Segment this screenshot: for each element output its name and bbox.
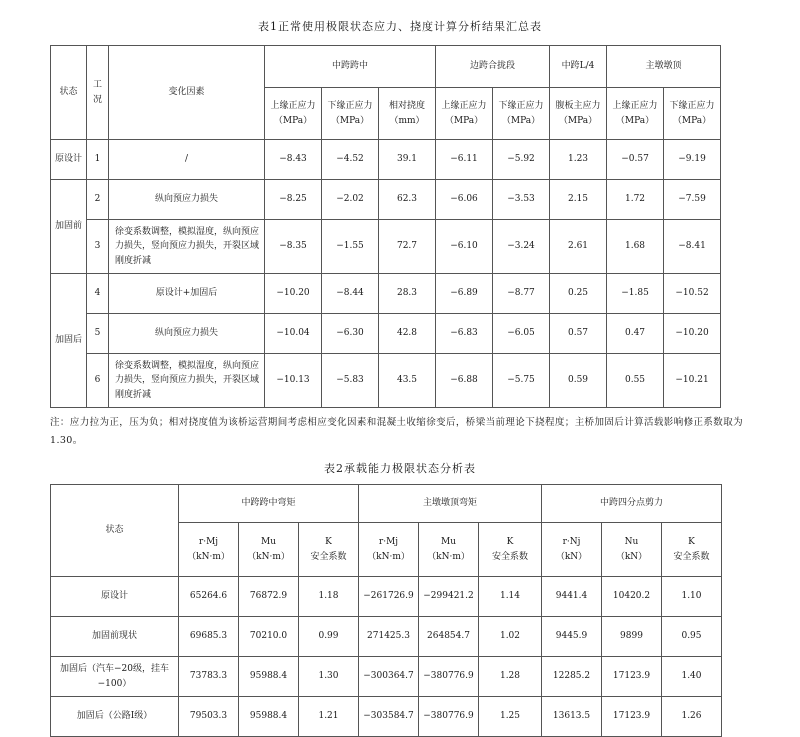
value-cell: 39.1 — [379, 140, 436, 180]
value-cell: 0.25 — [550, 274, 607, 314]
value-cell: −5.75 — [493, 354, 550, 408]
group-header: 主墩墩顶弯矩 — [359, 485, 542, 523]
value-cell: −1.55 — [322, 220, 379, 274]
state-cell: 加固后（公路Ⅰ级） — [51, 697, 179, 737]
group-header: 主墩墩顶 — [607, 46, 721, 88]
value-cell: 9445.9 — [542, 617, 602, 657]
value-cell: 1.25 — [479, 697, 542, 737]
state-cell: 加固后（汽车−20级，挂车−100） — [51, 657, 179, 697]
case-cell: 6 — [87, 354, 109, 408]
value-cell: −380776.9 — [419, 657, 479, 697]
value-cell: 0.95 — [662, 617, 722, 657]
column-unit: （MPa） — [330, 115, 370, 126]
factor-header: 变化因素 — [109, 46, 265, 140]
value-cell: 13613.5 — [542, 697, 602, 737]
column-header — [419, 523, 479, 577]
factor-cell: 徐变系数调整，模拟湿度，纵向预应力损失，竖向预应力损失，开裂区域刚度折减 — [109, 220, 265, 274]
value-cell: 12285.2 — [542, 657, 602, 697]
value-cell: 2.15 — [550, 180, 607, 220]
value-cell: 1.28 — [479, 657, 542, 697]
column-unit: （kN） — [615, 551, 648, 562]
value-cell: −8.44 — [322, 274, 379, 314]
value-cell: 17123.9 — [602, 657, 662, 697]
column-header — [493, 88, 550, 140]
value-cell: 0.57 — [550, 314, 607, 354]
value-cell: 1.72 — [607, 180, 664, 220]
state-cell: 原设计 — [51, 140, 87, 180]
case-header: 工况 — [87, 46, 109, 140]
column-name: Mu — [260, 537, 276, 548]
value-cell: 264854.7 — [419, 617, 479, 657]
value-cell: −1.85 — [607, 274, 664, 314]
column-unit: （kN·m） — [367, 551, 410, 562]
value-cell: 0.55 — [607, 354, 664, 408]
value-cell: −6.88 — [436, 354, 493, 408]
table-note: 注：应力拉为正，压为负；相对挠度值为该桥运营期间考虑相应变化因素和混凝土收缩徐变后，桥梁当前理论下挠程度；主桥加固后计算活载影响修正系数取为1.30。 — [50, 417, 744, 446]
group-header: 中跨四分点剪力 — [542, 485, 722, 523]
column-name: r·Mj — [378, 537, 399, 548]
factor-cell: 纵向预应力损失 — [109, 180, 265, 220]
value-cell: −2.02 — [322, 180, 379, 220]
factor-cell: 原设计+加固后 — [109, 274, 265, 314]
state-cell: 加固前 — [51, 180, 87, 274]
column-header — [479, 523, 542, 577]
value-cell: 69685.3 — [179, 617, 239, 657]
column-header — [662, 523, 722, 577]
value-cell: −3.53 — [493, 180, 550, 220]
column-header — [607, 88, 664, 140]
factor-cell: 徐变系数调整，模拟湿度，纵向预应力损失，竖向预应力损失，开裂区域刚度折减 — [109, 354, 265, 408]
capacity-table — [50, 484, 722, 737]
serviceability-table — [50, 45, 721, 408]
column-header — [664, 88, 721, 140]
column-name: 下缘正应力 — [327, 101, 373, 112]
value-cell: 72.7 — [379, 220, 436, 274]
column-unit: （MPa） — [615, 115, 655, 126]
state-header: 状态 — [51, 46, 87, 140]
value-cell: 9899 — [602, 617, 662, 657]
column-name: K — [506, 537, 514, 548]
value-cell: −6.11 — [436, 140, 493, 180]
column-name: r·Mj — [198, 537, 219, 548]
state-header: 状态 — [51, 485, 179, 577]
value-cell: 1.21 — [299, 697, 359, 737]
value-cell: −8.41 — [664, 220, 721, 274]
column-header — [299, 523, 359, 577]
value-cell: −10.20 — [265, 274, 322, 314]
state-cell: 加固后 — [51, 274, 87, 408]
column-header — [542, 523, 602, 577]
value-cell: 70210.0 — [239, 617, 299, 657]
column-name: r·Nj — [562, 537, 581, 548]
column-unit: （kN·m） — [247, 551, 290, 562]
state-cell: 加固前现状 — [51, 617, 179, 657]
value-cell: −10.13 — [265, 354, 322, 408]
column-unit: 安全系数 — [491, 551, 528, 562]
case-cell: 2 — [87, 180, 109, 220]
column-name: 上缘正应力 — [441, 101, 487, 112]
table-row — [51, 577, 722, 617]
column-header — [379, 88, 436, 140]
value-cell: −7.59 — [664, 180, 721, 220]
value-cell: 0.59 — [550, 354, 607, 408]
value-cell: −299421.2 — [419, 577, 479, 617]
value-cell: −5.83 — [322, 354, 379, 408]
column-name: 相对挠度 — [388, 101, 425, 112]
column-name: K — [325, 537, 332, 548]
value-cell: 17123.9 — [602, 697, 662, 737]
value-cell: 1.40 — [662, 657, 722, 697]
value-cell: 1.30 — [299, 657, 359, 697]
value-cell: −6.06 — [436, 180, 493, 220]
value-cell: 1.02 — [479, 617, 542, 657]
value-cell: −6.89 — [436, 274, 493, 314]
case-cell: 4 — [87, 274, 109, 314]
table1-caption: 表1正常使用极限状态应力、挠度计算分析结果汇总表 — [258, 20, 542, 33]
column-name: Nu — [624, 537, 639, 548]
value-cell: −0.57 — [607, 140, 664, 180]
column-header — [322, 88, 379, 140]
column-header — [550, 88, 607, 140]
value-cell: 76872.9 — [239, 577, 299, 617]
value-cell: 62.3 — [379, 180, 436, 220]
value-cell: −6.05 — [493, 314, 550, 354]
value-cell: −6.10 — [436, 220, 493, 274]
value-cell: −8.43 — [265, 140, 322, 180]
factor-cell: 纵向预应力损失 — [109, 314, 265, 354]
column-header — [265, 88, 322, 140]
state-cell: 原设计 — [51, 577, 179, 617]
value-cell: 10420.2 — [602, 577, 662, 617]
value-cell: 9441.4 — [542, 577, 602, 617]
column-unit: （MPa） — [273, 115, 313, 126]
value-cell: 1.10 — [662, 577, 722, 617]
value-cell: −261726.9 — [359, 577, 419, 617]
value-cell: 28.3 — [379, 274, 436, 314]
column-unit: （MPa） — [501, 115, 541, 126]
value-cell: −303584.7 — [359, 697, 419, 737]
column-name: 下缘正应力 — [669, 101, 715, 112]
table-row — [51, 617, 722, 657]
group-header: 中跨跨中弯矩 — [179, 485, 359, 523]
case-cell: 5 — [87, 314, 109, 354]
column-name: 上缘正应力 — [270, 101, 316, 112]
value-cell: −380776.9 — [419, 697, 479, 737]
column-header — [359, 523, 419, 577]
column-header — [179, 523, 239, 577]
value-cell: −8.25 — [265, 180, 322, 220]
value-cell: −6.83 — [436, 314, 493, 354]
factor-cell: / — [109, 140, 265, 180]
column-unit: 安全系数 — [673, 551, 710, 562]
group-header: 中跨L/4 — [550, 46, 607, 88]
value-cell: 73783.3 — [179, 657, 239, 697]
table-row — [51, 697, 722, 737]
column-unit: （kN·m） — [187, 551, 230, 562]
column-unit: （MPa） — [672, 115, 712, 126]
case-cell: 1 — [87, 140, 109, 180]
value-cell: 43.5 — [379, 354, 436, 408]
group-header: 中跨跨中 — [265, 46, 436, 88]
column-unit: （MPa） — [558, 115, 598, 126]
value-cell: −3.24 — [493, 220, 550, 274]
value-cell: 1.23 — [550, 140, 607, 180]
column-unit: （kN） — [555, 551, 588, 562]
column-name: K — [688, 537, 695, 548]
column-name: 腹板主应力 — [555, 101, 601, 112]
column-name: 上缘正应力 — [612, 101, 658, 112]
table2-caption: 表2承载能力极限状态分析表 — [324, 462, 476, 475]
value-cell: −300364.7 — [359, 657, 419, 697]
value-cell: 1.26 — [662, 697, 722, 737]
value-cell: −10.20 — [664, 314, 721, 354]
value-cell: 1.68 — [607, 220, 664, 274]
column-name: Mu — [440, 537, 456, 548]
table-row — [51, 657, 722, 697]
value-cell: −8.77 — [493, 274, 550, 314]
value-cell: 65264.6 — [179, 577, 239, 617]
case-cell: 3 — [87, 220, 109, 274]
value-cell: −10.04 — [265, 314, 322, 354]
column-header — [436, 88, 493, 140]
value-cell: −10.21 — [664, 354, 721, 408]
value-cell: −9.19 — [664, 140, 721, 180]
value-cell: 42.8 — [379, 314, 436, 354]
value-cell: 2.61 — [550, 220, 607, 274]
value-cell: 95988.4 — [239, 697, 299, 737]
value-cell: 1.14 — [479, 577, 542, 617]
value-cell: −8.35 — [265, 220, 322, 274]
value-cell: 0.99 — [299, 617, 359, 657]
value-cell: −4.52 — [322, 140, 379, 180]
column-unit: （kN·m） — [427, 551, 470, 562]
column-unit: （MPa） — [444, 115, 484, 126]
column-header — [239, 523, 299, 577]
column-name: 下缘正应力 — [498, 101, 544, 112]
value-cell: 0.47 — [607, 314, 664, 354]
column-header — [602, 523, 662, 577]
value-cell: −10.52 — [664, 274, 721, 314]
value-cell: 95988.4 — [239, 657, 299, 697]
value-cell: −5.92 — [493, 140, 550, 180]
column-unit: 安全系数 — [310, 551, 347, 562]
value-cell: 79503.3 — [179, 697, 239, 737]
value-cell: 1.18 — [299, 577, 359, 617]
column-unit: （mm） — [389, 115, 425, 126]
value-cell: −6.30 — [322, 314, 379, 354]
group-header: 边跨合拢段 — [436, 46, 550, 88]
value-cell: 271425.3 — [359, 617, 419, 657]
